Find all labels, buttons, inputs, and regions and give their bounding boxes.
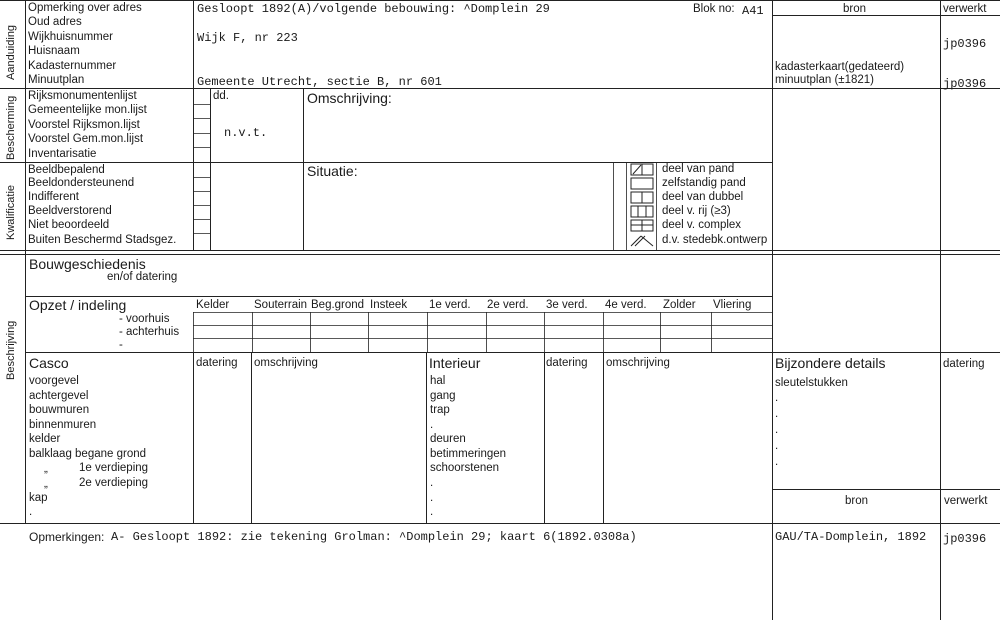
casco-item: achtergevel [29, 390, 89, 402]
bijzondere-item: . [775, 440, 779, 452]
opzet-column-header: Souterrain [254, 299, 308, 311]
situatie-item: zelfstandig pand [662, 177, 746, 189]
oud-adres-label: Oud adres [28, 16, 82, 28]
casco-item: binnenmuren [29, 419, 97, 431]
interieur-item: . [430, 477, 434, 489]
situatie-item: deel v. rij (≥3) [662, 205, 731, 217]
opmerking-over-adres-label: Opmerking over adres [28, 2, 142, 14]
casco-ditto-mark: „ [44, 463, 48, 475]
bron-row-3-verwerkt: jp0396 [943, 77, 987, 91]
kwalificatie-item: Buiten Beschermd Stadsgez. [28, 234, 177, 246]
opzet-column-header: Insteek [370, 299, 408, 311]
opmerkingen-bron: GAU/TA-Domplein, 1892 [775, 530, 927, 544]
side-label-beschrijving: Beschrijving [5, 320, 17, 380]
opmerkingen-verwerkt: jp0396 [943, 532, 987, 546]
kwalificatie-item: Beeldbepalend [28, 164, 105, 176]
dd-label: dd. [213, 90, 229, 102]
bescherming-item: Gemeentelijke mon.lijst [28, 104, 147, 116]
casco-datering-label: datering [196, 357, 238, 369]
opmerkingen-value: A- Gesloopt 1892: zie tekening Grolman: ^Domplein 29; kaart 6(1892.0308a) [111, 530, 637, 544]
bescherming-item: Voorstel Gem.mon.lijst [28, 133, 144, 145]
minuutplan-value: Gemeente Utrecht, sectie B, nr 601 [197, 75, 442, 89]
blok-no-label: Blok no: [693, 3, 735, 15]
bron-row-1-verwerkt: jp0396 [943, 37, 987, 51]
situatie-icons [627, 162, 657, 250]
opzet-row-label: - achterhuis [119, 326, 180, 338]
interieur-item: hal [430, 375, 446, 387]
interieur-datering-label: datering [546, 357, 588, 369]
minuutplan-label: Minuutplan [28, 74, 85, 86]
interieur-item: trap [430, 404, 450, 416]
nvt-value: n.v.t. [224, 126, 268, 140]
casco-ditto-mark: „ [44, 478, 48, 490]
opmerkingen-label: Opmerkingen: [29, 530, 105, 544]
interieur-item: schoorstenen [430, 462, 500, 474]
side-label-bescherming: Bescherming [5, 95, 17, 160]
bijzondere-details-title: Bijzondere details [775, 355, 886, 371]
bijzondere-verwerkt-label: verwerkt [944, 495, 988, 507]
kadasternummer-label: Kadasternummer [28, 60, 117, 72]
bijzondere-item: . [775, 408, 779, 420]
bescherming-item: Voorstel Rijksmon.lijst [28, 119, 140, 131]
casco-item: balklaag begane grond [29, 448, 147, 460]
opzet-column-header: 3e verd. [546, 299, 588, 311]
side-label-kwalificatie: Kwalificatie [5, 184, 17, 240]
bijzondere-item: . [775, 456, 779, 468]
wijkhuisnummer-label: Wijkhuisnummer [28, 31, 113, 43]
opzet-column-header: Beg.grond [311, 299, 365, 311]
casco-item: bouwmuren [29, 404, 90, 416]
huisnaam-label: Huisnaam [28, 45, 80, 57]
kwalificatie-item: Beeldondersteunend [28, 177, 135, 189]
opzet-title: Opzet / indeling [29, 297, 127, 313]
situatie-item: deel v. complex [662, 219, 742, 231]
side-label-aanduiding: Aanduiding [5, 24, 17, 80]
opzet-row-label: - [119, 339, 123, 351]
interieur-item: deuren [430, 433, 466, 445]
situatie-item: deel van pand [662, 163, 735, 175]
kwalificatie-item: Indifferent [28, 191, 79, 203]
deel-van-dubbel-icon [631, 192, 653, 203]
opzet-column-header: 4e verd. [605, 299, 647, 311]
kwalificatie-item: Beeldverstorend [28, 205, 112, 217]
opzet-column-header: Vliering [713, 299, 752, 311]
bron-row-2-bron: kadasterkaart(gedateerd) [775, 61, 905, 73]
situatie-item: deel van dubbel [662, 191, 744, 203]
casco-title: Casco [29, 355, 69, 371]
bijzondere-item: sleutelstukken [775, 377, 848, 389]
casco-item: 2e verdieping [79, 477, 149, 489]
casco-item: voorgevel [29, 375, 79, 387]
opzet-column-header: Zolder [663, 299, 696, 311]
deel-v-rij-icon [631, 206, 653, 217]
interieur-item: . [430, 506, 434, 518]
blok-no-value: A41 [742, 4, 764, 18]
situatie-label: Situatie: [307, 163, 358, 179]
opzet-row-label: - voorhuis [119, 313, 170, 325]
bouwgeschiedenis-title: Bouwgeschiedenis [29, 256, 146, 272]
interieur-item: . [430, 492, 434, 504]
interieur-item: betimmeringen [430, 448, 507, 460]
bijzondere-item: . [775, 392, 779, 404]
casco-item: 1e verdieping [79, 462, 149, 474]
situatie-item: d.v. stedebk.ontwerp [662, 234, 768, 246]
wijkhuisnummer-value: Wijk F, nr 223 [197, 31, 298, 45]
bron-row-3-bron: minuutplan (±1821) [775, 74, 875, 86]
interieur-title: Interieur [429, 355, 481, 371]
kwalificatie-item: Niet beoordeeld [28, 219, 110, 231]
bijzondere-item: . [775, 424, 779, 436]
opzet-column-header: 1e verd. [429, 299, 471, 311]
bijzondere-bron-label: bron [845, 495, 869, 507]
casco-item: kap [29, 492, 48, 504]
casco-item: . [29, 506, 33, 518]
verwerkt-header: verwerkt [943, 3, 987, 15]
bron-header: bron [843, 3, 867, 15]
opmerking-over-adres-value: Gesloopt 1892(A)/volgende bebouwing: ^Domplein 29 [197, 2, 550, 16]
opzet-column-header: Kelder [196, 299, 230, 311]
interieur-item: gang [430, 390, 456, 402]
bijzondere-datering-label: datering [943, 358, 985, 370]
casco-omschrijving-label: omschrijving [254, 357, 318, 369]
bescherming-item: Rijksmonumentenlijst [28, 90, 137, 102]
zelfstandig-pand-icon [631, 178, 653, 189]
interieur-omschrijving-label: omschrijving [606, 357, 670, 369]
omschrijving-label: Omschrijving: [307, 90, 392, 106]
casco-item: kelder [29, 433, 61, 445]
stedebk-ontwerp-icon [631, 236, 653, 246]
bescherming-item: Inventarisatie [28, 148, 97, 160]
bouwgeschiedenis-subtitle: en/of datering [107, 271, 178, 283]
interieur-item: . [430, 419, 434, 431]
deel-v-complex-icon [631, 220, 653, 231]
opzet-column-header: 2e verd. [487, 299, 529, 311]
deel-van-pand-icon [631, 164, 653, 175]
